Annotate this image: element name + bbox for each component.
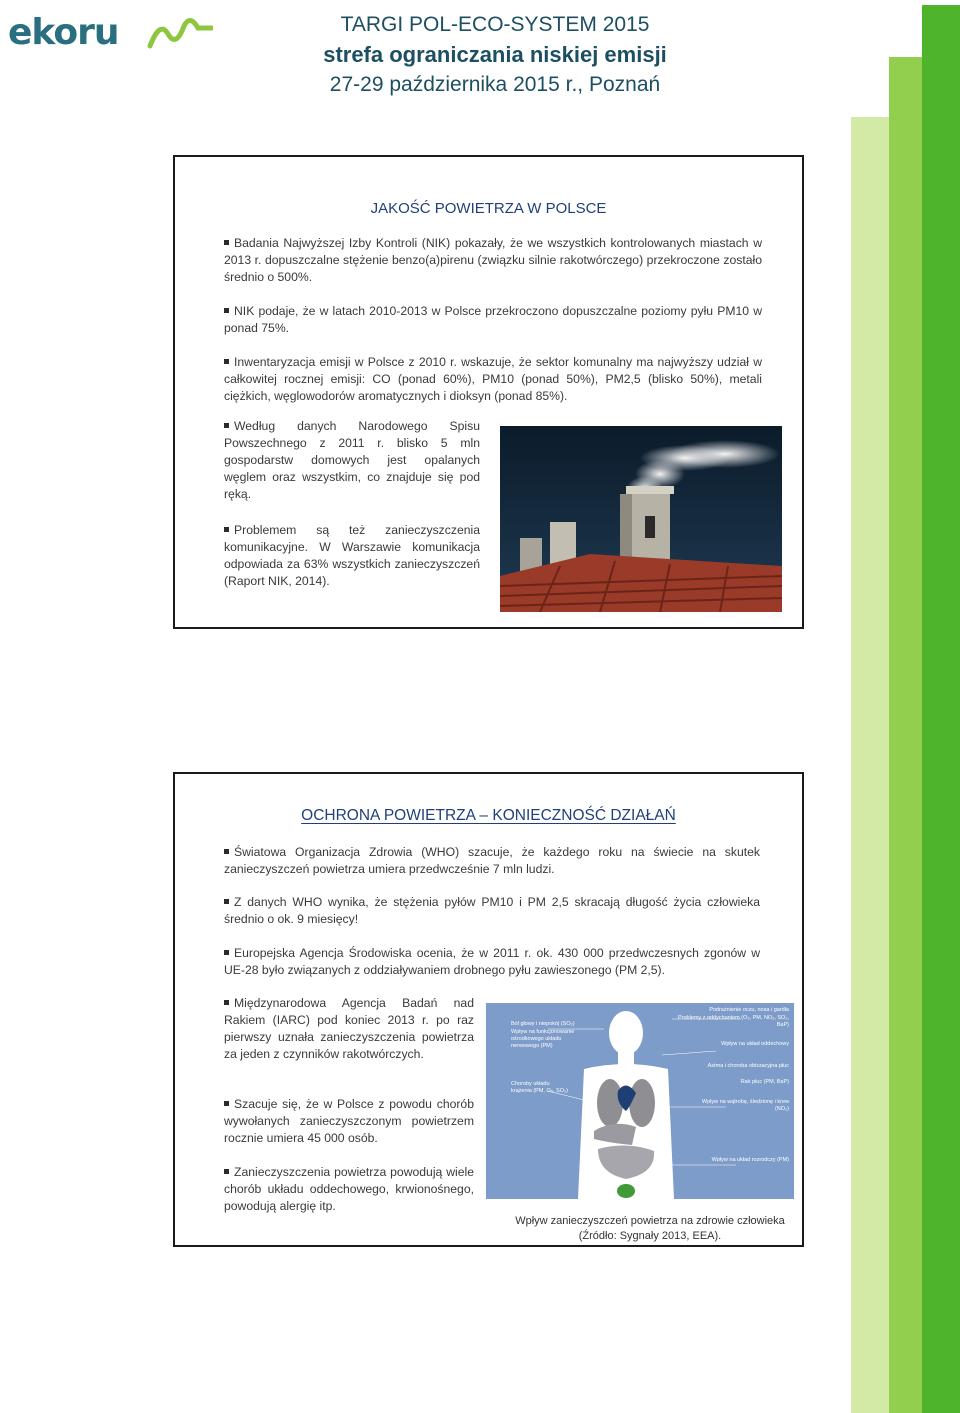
bullet-5: Problemem są też zanieczyszczenia komunikacyjne. W Warszawie komunikacja odpowiada za 63% wszystkich zanieczyszczeń (Raport NIK, 2014). xyxy=(224,523,480,588)
slide-title: OCHRONA POWIETRZA – KONIECZNOŚĆ DZIAŁAŃ xyxy=(301,807,676,824)
logo-graphic xyxy=(8,12,213,52)
zone-title: strefa ograniczania niskiej emisji xyxy=(323,42,667,67)
slide-title: JAKOŚĆ POWIETRZA W POLSCE xyxy=(370,200,607,217)
stripe-mid xyxy=(889,57,922,1413)
bullet-6: Zanieczyszczenia powietrza powodują wiele chorób układu oddechowego, krwionośnego, powodują alergię itp. xyxy=(224,1165,474,1213)
bullet-icon xyxy=(224,1169,229,1174)
chimney-smoke-photo xyxy=(500,426,782,612)
label-breathing: Problemy z oddychaniem (O₃, PM, NO₂, SO₂, BaP) xyxy=(677,1015,789,1028)
stripe-dark xyxy=(922,5,960,1413)
bullet-icon xyxy=(224,240,229,245)
event-date: 27-29 października 2015 r., Poznań xyxy=(329,73,661,96)
bullet-icon xyxy=(224,359,229,364)
bullet-icon xyxy=(224,423,229,428)
bullet-3: Inwentaryzacja emisji w Polsce z 2010 r. wskazuje, że sektor komunalny ma najwyższy udział w całkowitej rocznej emisji: CO (ponad 60%), PM10 (ponad 50%), PM2,5 (blisko 50%), metali ciężkich, węglowodorów aromatycznych i dioksyn (ponad 85%). xyxy=(224,355,762,403)
bullet-icon xyxy=(224,849,229,854)
label-nervous-system: Wpływ na funkcjonowanie ośrodkowego układu nerwowego (PM) xyxy=(511,1029,575,1049)
bullet-icon xyxy=(224,1000,229,1005)
bullet-5: Szacuje się, że w Polsce z powodu chorób wywołanych zanieczyszczonym powietrzem rocznie umiera 45 000 osób. xyxy=(224,1097,474,1145)
bullet-2: NIK podaje, że w latach 2010-2013 w Polsce przekroczono dopuszczalne poziomy pyłu PM10 w ponad 75%. xyxy=(224,304,762,335)
label-reproductive: Wpływ na układ rozrodczy (PM) xyxy=(711,1157,789,1163)
stripe-light xyxy=(851,117,889,1413)
bullet-1: Badania Najwyższej Izby Kontroli (NIK) pokazały, że we wszystkich kontrolowanych miastach w 2013 r. dopuszczalne stężenie benzo(a)pirenu (związku silnie rakotwórczego) przekroczone zostało średnio o 500%. xyxy=(224,236,762,284)
health-impact-figure xyxy=(486,1003,794,1199)
label-liver: Wpływ na wątrobę, śledzionę i krew (NO₂) xyxy=(701,1099,789,1112)
svg-text:ekoru: ekoru xyxy=(8,12,119,52)
label-asthma: Astma i choroba obturacyjna płuc xyxy=(707,1063,789,1069)
bullet-icon xyxy=(224,1101,229,1106)
label-eye-irritation: Podrażnienie oczu, nosa i gardła xyxy=(709,1007,789,1013)
bullet-icon xyxy=(224,950,229,955)
slide-air-protection xyxy=(173,772,804,1247)
bullet-1: Światowa Organizacja Zdrowia (WHO) szacuje, że każdego roku na świecie na skutek zanieczyszczeń powietrza umiera przedwcześnie 7 mln ludzi. xyxy=(224,845,760,876)
bullet-icon xyxy=(224,308,229,313)
label-lung-cancer: Rak płuc (PM, BaP) xyxy=(740,1079,789,1085)
bullet-4: Międzynarodowa Agencja Badań nad Rakiem (IARC) pod koniec 2013 r. po raz pierwszy uznała zanieczyszczenia powietrza za jeden z czynników rakotwórczych. xyxy=(224,996,474,1061)
bullet-icon xyxy=(224,527,229,532)
figure-caption: Wpływ zanieczyszczeń powietrza na zdrowie człowieka (Źródło: Sygnały 2013, EEA). xyxy=(515,1215,785,1242)
label-circulatory: Choroby układu krążenia (PM, O₃, SO₂) xyxy=(511,1081,568,1094)
bullet-3: Europejska Agencja Środowiska ocenia, że w 2011 r. ok. 430 000 przedwczesnych zgonów w UE-28 było związanych z oddziaływaniem drobnego pyłu zawieszonego (PM 2,5). xyxy=(224,946,760,977)
bullet-icon xyxy=(224,899,229,904)
ekorum-logo xyxy=(8,12,213,52)
label-respiratory: Wpływ na układ oddechowy xyxy=(721,1041,789,1047)
label-headache: Ból głowy i niepokój (SO₂) xyxy=(511,1021,575,1027)
event-title: TARGI POL-ECO-SYSTEM 2015 xyxy=(340,13,650,36)
bullet-4: Według danych Narodowego Spisu Powszechnego z 2011 r. blisko 5 mln gospodarstw domowych jest opalanych węglem oraz wszystkim, co znajduje się pod ręką. xyxy=(224,419,480,501)
bullet-2: Z danych WHO wynika, że stężenia pyłów PM10 i PM 2,5 skracają długość życia człowieka średnio o ok. 9 miesięcy! xyxy=(224,895,760,926)
slide-air-quality xyxy=(173,155,804,629)
